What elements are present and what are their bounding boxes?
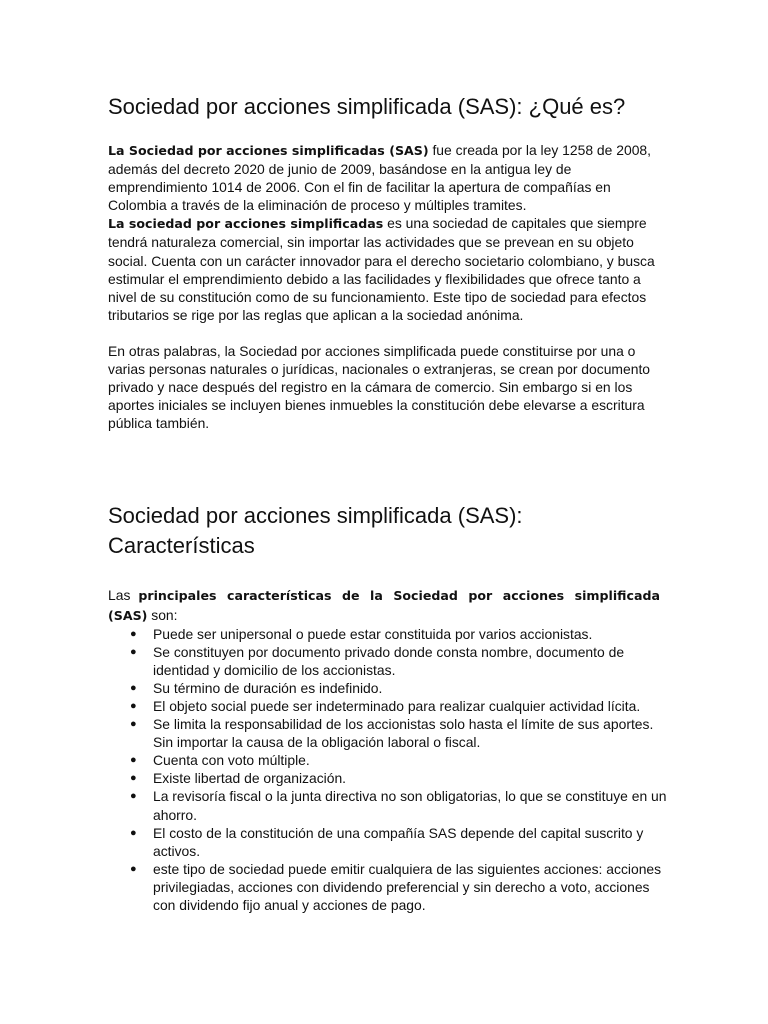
paragraph-2-bold-lead: La sociedad por acciones simplificadas: [108, 216, 384, 232]
bullet-icon: ●: [130, 681, 137, 694]
list-item-text: Su término de duración es indefinido.: [153, 679, 383, 696]
list-item: [130, 643, 668, 679]
intro-prefix: Las: [108, 587, 139, 604]
list-item-text: La revisoría fiscal o la junta directiva no son obligatorias, lo que se constituye en un ahorro.: [153, 788, 667, 823]
section-1-paragraph-1: [108, 141, 656, 214]
bullet-icon: ●: [130, 772, 137, 785]
bullet-icon: ●: [130, 627, 137, 640]
paragraph-2-text: es una sociedad de capitales que siempre tendrá naturaleza comercial, sin importar las actividades que se prevean en su objeto social. Cuenta con un carácter innovador para el derecho societario colombiano, y busca estimular el emprendimiento debido a las facilidades y flexibilidades que ofrece tanto a nivel de su constitución como de su funcionamiento. Este tipo de sociedad para efectos tributarios se rige por las reglas que aplican a la sociedad anónima.: [108, 215, 655, 323]
list-item: [130, 769, 668, 787]
characteristics-list: [108, 625, 668, 915]
list-item-text: El costo de la constitución de una compañía SAS depende del capital suscrito y activos.: [153, 824, 644, 859]
paragraph-1-bold-lead: La Sociedad por acciones simplificadas (SAS): [108, 143, 429, 158]
section-1-paragraph-2: [108, 214, 656, 324]
section-1-paragraph-3: En otras palabras, la Sociedad por acciones simplificada puede constituirse por una o varias personas naturales o jurídicas, nacionales o extranjeras, se crean por documento privado y nace después del registro en la cámara de comercio. Sin embargo si en los aportes iniciales se incluyen bienes inmuebles la constitución debe elevarse a escritura pública también.: [108, 342, 651, 432]
section-2-intro: [108, 586, 660, 624]
bullet-icon: ●: [130, 790, 137, 803]
list-item: [130, 860, 668, 914]
bullet-icon: ●: [130, 718, 137, 731]
bullet-icon: ●: [130, 699, 137, 712]
bullet-icon: ●: [130, 754, 137, 767]
list-item-text: El objeto social puede ser indeterminado para realizar cualquier actividad lícita.: [153, 697, 641, 714]
list-item-text: Cuenta con voto múltiple.: [153, 752, 310, 769]
intro-suffix: son:: [147, 606, 178, 623]
section-1-heading: Sociedad por acciones simplificada (SAS): ¿Qué es?: [108, 94, 626, 119]
intro-bold: principales características de la Sociedad por acciones simplificada (SAS): [108, 588, 660, 623]
list-item: [130, 679, 668, 697]
list-item: [130, 625, 668, 643]
bullet-icon: ●: [130, 645, 137, 658]
list-item: [130, 751, 668, 769]
list-item-text: Se limita la responsabilidad de los accionistas solo hasta el límite de sus aportes. Sin importar la causa de la obligación laboral o fiscal.: [153, 716, 654, 751]
list-item: [130, 697, 668, 715]
list-item-text: Puede ser unipersonal o puede estar constituida por varios accionistas.: [153, 625, 593, 642]
bullet-icon: ●: [130, 826, 137, 839]
paragraph-1-text: fue creada por la ley 1258 de 2008, además del decreto 2020 de junio de 2009, basándose en la antigua ley de emprendimiento 1014 de 2006. Con el fin de facilitar la apertura de compañías en Colombia a través de la eliminación de proceso y múltiples tramites.: [108, 142, 652, 214]
section-2-heading: Sociedad por acciones simplificada (SAS): Características: [108, 503, 523, 559]
list-item-text: Existe libertad de organización.: [153, 770, 347, 787]
list-item: [130, 715, 668, 751]
list-item-text: Se constituyen por documento privado donde consta nombre, documento de identidad y domicilio de los accionistas.: [153, 643, 625, 678]
list-item: [130, 824, 668, 860]
list-item: [130, 787, 668, 823]
bullet-icon: ●: [130, 862, 137, 875]
list-item-text: este tipo de sociedad puede emitir cualquiera de las siguientes acciones: acciones privilegiadas, acciones con dividendo preferencial y sin derecho a voto, acciones con dividendo fijo anual y acciones de pago.: [153, 860, 662, 913]
